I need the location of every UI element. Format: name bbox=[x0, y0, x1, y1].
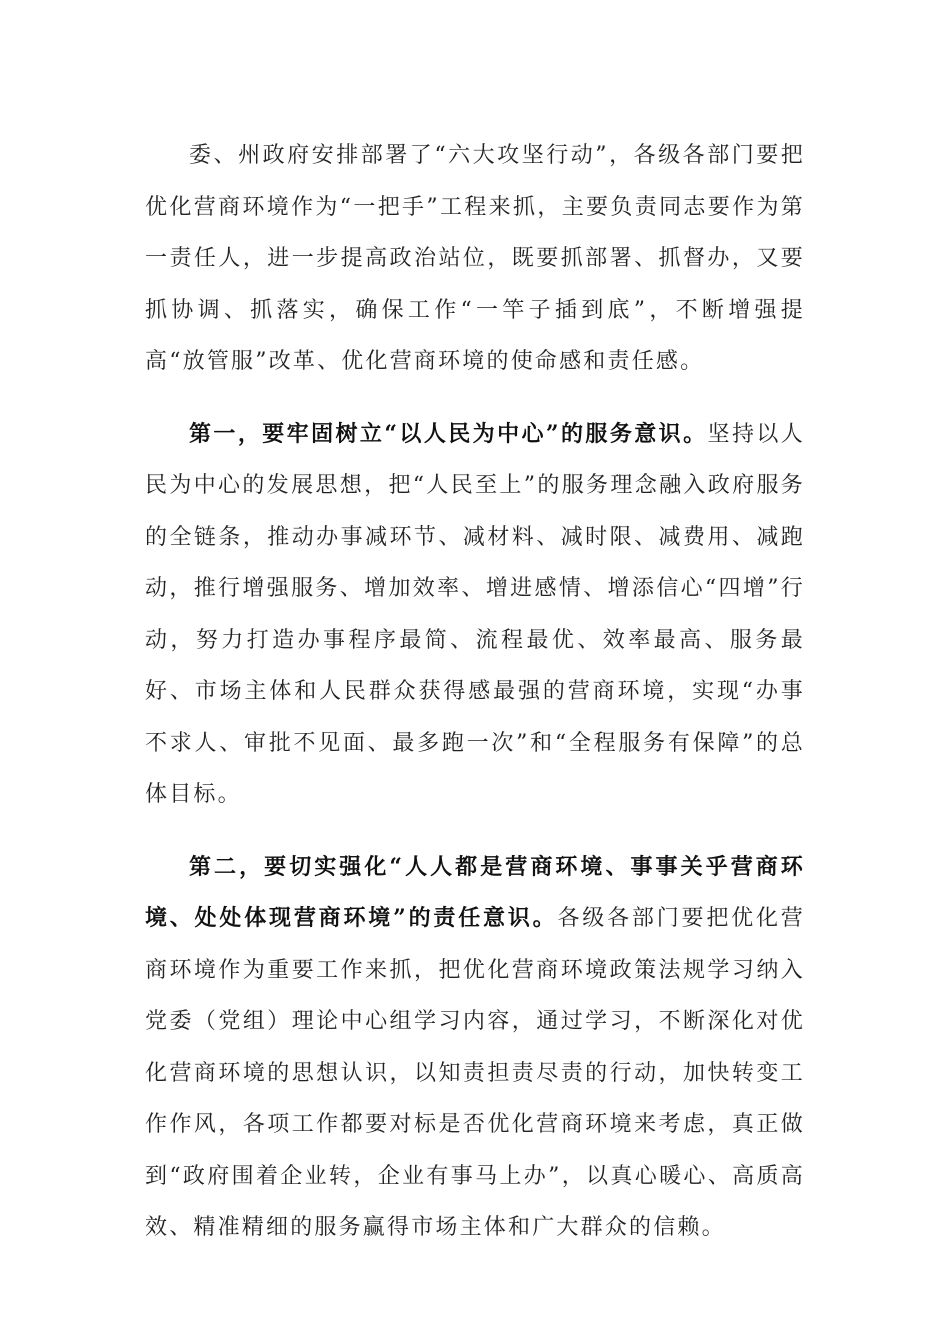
paragraph-second-point bbox=[145, 842, 805, 1254]
paragraph-lead: 第一，要牢固树立“以人民为中心”的服务意识。 bbox=[189, 420, 708, 447]
document-body bbox=[145, 130, 805, 1254]
paragraph-text: 坚持以人民为中心的发展思想，把“人民至上”的服务理念融入政府服务的全链条，推动办事减环节、减材料、减时限、减费用、减跑动，推行增强服务、增加效率、增进感情、增添信心“四增”行动，努力打造办事程序最简、流程最优、效率最高、服务最好、市场主体和人民群众获得感最强的营商环境，实现“办事不求人、审批不见面、最多跑一次”和“全程服务有保障”的总体目标。 bbox=[145, 421, 805, 807]
paragraph-lead: 第二，要切实强化“人人都是营商环境、事事关乎营商环境、处处体现营商环境”的责任意识。 bbox=[145, 853, 805, 931]
paragraph-first-point bbox=[145, 409, 805, 821]
paragraph-intro bbox=[145, 130, 805, 388]
paragraph-text: 各级各部门要把优化营商环境作为重要工作来抓，把优化营商环境政策法规学习纳入党委（党组）理论中心组学习内容，通过学习，不断深化对优化营商环境的思想认识，以知责担责尽责的行动，加快转变工作作风，各项工作都要对标是否优化营商环境来考虑，真正做到“政府围着企业转，企业有事马上办”，以真心暖心、高质高效、精准精细的服务赢得市场主体和广大群众的信赖。 bbox=[145, 906, 805, 1240]
paragraph-text: 委、州政府安排部署了“六大攻坚行动”，各级各部门要把优化营商环境作为“一把手”工程来抓，主要负责同志要作为第一责任人，进一步提高政治站位，既要抓部署、抓督办，又要抓协调、抓落实，确保工作“一竿子插到底”，不断增强提高“放管服”改革、优化营商环境的使命感和责任感。 bbox=[145, 143, 805, 374]
